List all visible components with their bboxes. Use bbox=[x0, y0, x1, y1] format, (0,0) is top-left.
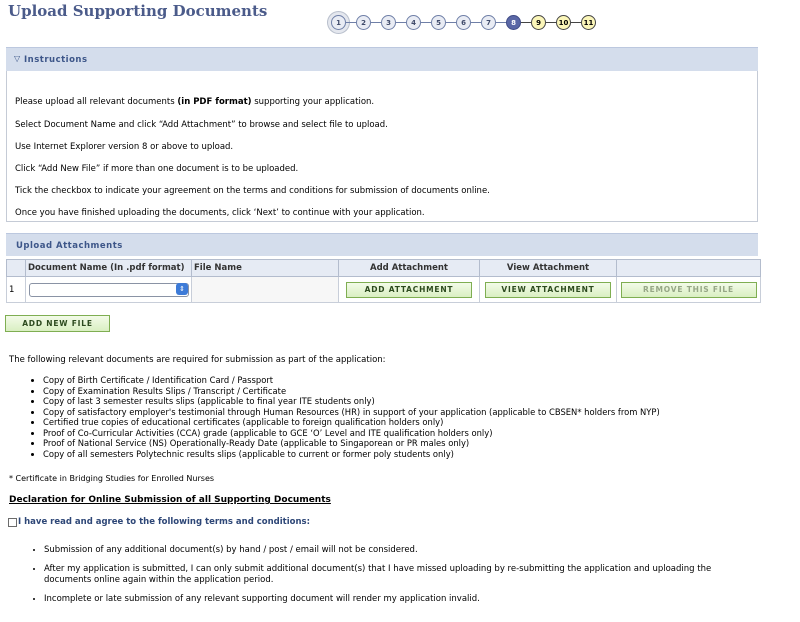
list-item: • Proof of National Service (NS) Operationally-Ready Date (applicable to Singaporean or PR males only) bbox=[43, 438, 660, 449]
view-attachment-cell bbox=[480, 277, 617, 303]
collapse-triangle-icon[interactable]: ▽ bbox=[14, 54, 21, 63]
list-item: • Incomplete or late submission of any relevant supporting document will render my application invalid. bbox=[44, 594, 744, 605]
instruction-line-1: Please upload all relevant documents (in PDF format) supporting your application. bbox=[15, 97, 375, 107]
column-remove bbox=[617, 260, 761, 277]
step-8-current: 8 bbox=[506, 15, 521, 30]
attachments-table bbox=[6, 259, 761, 303]
declaration-title: Declaration for Online Submission of all Supporting Documents bbox=[9, 495, 331, 505]
add-attachment-cell bbox=[339, 277, 480, 303]
requirements-intro: The following relevant documents are required for submission as part of the application: bbox=[9, 355, 386, 365]
list-item: • Certified true copies of educational certificates (applicable to foreign qualification holders only) bbox=[43, 417, 660, 428]
footnote: * Certificate in Bridging Studies for Enrolled Nurses bbox=[9, 474, 215, 483]
agree-label[interactable]: I have read and agree to the following terms and conditions: bbox=[18, 517, 310, 527]
step-11: 11 bbox=[581, 15, 596, 30]
add-new-file-button[interactable]: ADD NEW FILE bbox=[5, 315, 110, 332]
view-attachment-button[interactable]: VIEW ATTACHMENT bbox=[485, 282, 611, 298]
step-4: 4 bbox=[406, 15, 421, 30]
list-item: • Proof of Co-Curricular Activities (CCA) grade (applicable to GCE ‘O’ Level and ITE qualification holders only) bbox=[43, 428, 660, 439]
document-name-cell bbox=[26, 277, 192, 303]
step-6: 6 bbox=[456, 15, 471, 30]
remove-file-button[interactable]: REMOVE THIS FILE bbox=[621, 282, 757, 298]
select-arrows-icon: ⇕ bbox=[176, 283, 188, 295]
instruction-line-4: Click “Add New File” if more than one document is to be uploaded. bbox=[15, 164, 299, 174]
column-add-attachment: Add Attachment bbox=[339, 260, 480, 277]
table-row bbox=[7, 277, 761, 303]
document-name-select[interactable] bbox=[29, 283, 189, 297]
list-item: • Copy of Birth Certificate / Identification Card / Passport bbox=[43, 375, 660, 386]
step-9: 9 bbox=[531, 15, 546, 30]
instructions-body bbox=[6, 71, 758, 222]
agree-checkbox[interactable] bbox=[8, 518, 17, 527]
remove-file-cell bbox=[617, 277, 761, 303]
terms-list bbox=[26, 545, 744, 613]
step-1: 1 bbox=[331, 15, 346, 30]
step-2: 2 bbox=[356, 15, 371, 30]
progress-stepper bbox=[331, 9, 596, 35]
step-3: 3 bbox=[381, 15, 396, 30]
column-view-attachment: View Attachment bbox=[480, 260, 617, 277]
add-attachment-button[interactable]: ADD ATTACHMENT bbox=[346, 282, 472, 298]
step-10: 10 bbox=[556, 15, 571, 30]
instruction-line-3: Use Internet Explorer version 8 or above to upload. bbox=[15, 142, 234, 152]
list-item: • After my application is submitted, I can only submit additional document(s) that I have missed uploading by re-submitting the application and uploading the documents online again within the application period. bbox=[44, 564, 744, 586]
list-item: • Copy of Examination Results Slips / Transcript / Certificate bbox=[43, 386, 660, 397]
instructions-header-label: Instructions bbox=[24, 55, 88, 65]
instruction-line-2: Select Document Name and click “Add Attachment” to browse and select file to upload. bbox=[15, 120, 388, 130]
list-item: • Submission of any additional document(s) by hand / post / email will not be considered. bbox=[44, 545, 744, 556]
upload-attachments-header: Upload Attachments bbox=[6, 233, 758, 256]
step-7: 7 bbox=[481, 15, 496, 30]
list-item: • Copy of last 3 semester results slips (applicable to final year ITE students only) bbox=[43, 396, 660, 407]
agree-row bbox=[8, 517, 310, 527]
list-item: • Copy of all semesters Polytechnic results slips (applicable to current or former poly students only) bbox=[43, 449, 660, 460]
requirements-list bbox=[27, 375, 660, 459]
step-5: 5 bbox=[431, 15, 446, 30]
file-name-cell bbox=[192, 277, 339, 303]
instructions-header[interactable] bbox=[6, 47, 758, 72]
instruction-line-5: Tick the checkbox to indicate your agreement on the terms and conditions for submission of documents online. bbox=[15, 186, 490, 196]
page-title: Upload Supporting Documents bbox=[8, 2, 268, 20]
row-number-header bbox=[7, 260, 26, 277]
list-item: • Copy of satisfactory employer's testimonial through Human Resources (HR) in support of your application (applicable to CBSEN* holders from NYP) bbox=[43, 407, 660, 418]
column-document-name: Document Name (In .pdf format) bbox=[26, 260, 192, 277]
column-file-name: File Name bbox=[192, 260, 339, 277]
instruction-line-6: Once you have finished uploading the documents, click ‘Next’ to continue with your application. bbox=[15, 208, 425, 218]
row-number: 1 bbox=[7, 277, 26, 303]
